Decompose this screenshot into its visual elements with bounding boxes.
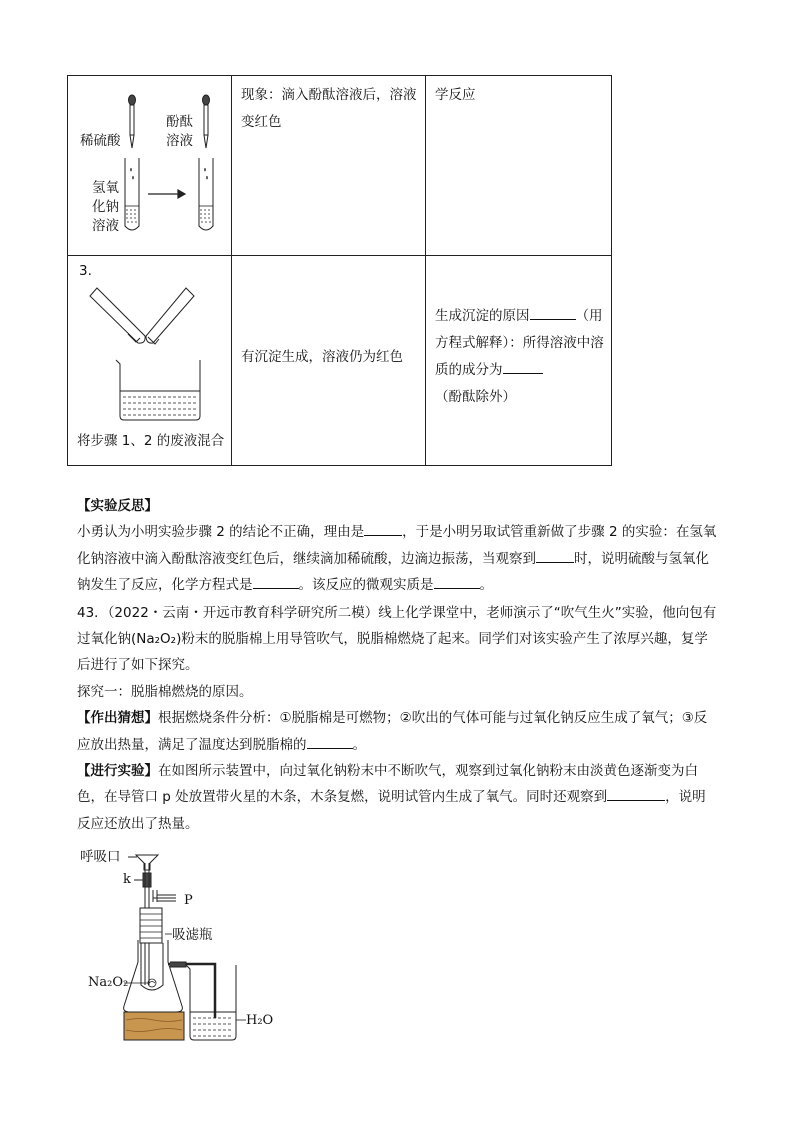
base-label-1: 氢氧 xyxy=(92,180,119,196)
explore1: 探究一：脱脂棉燃烧的原因。 xyxy=(77,683,253,700)
row2-phenomenon: 有沉淀生成，溶液仍为红色 xyxy=(241,349,403,365)
acid-label: 稀硫酸 xyxy=(80,133,121,149)
row1-conclusion: 学反应 xyxy=(435,87,476,103)
base-label-2: 化钠 xyxy=(92,199,119,215)
water-label: H₂O xyxy=(246,1013,274,1028)
step-number: 3. xyxy=(79,263,92,279)
valve-icon xyxy=(134,873,151,887)
funnel-icon xyxy=(128,855,158,870)
flask-label: 吸滤瓶 xyxy=(172,927,213,943)
wood-block-icon xyxy=(124,1012,184,1040)
base-label-3: 溶液 xyxy=(92,218,119,234)
reflection-paragraph: 小勇认为小明实验步骤 2 的结论不正确，理由是 ，于是小明另取试管重新做了步骤 2 的实验：在氢氧化钠溶液中滴入酚酞溶液变红色后，继续滴加稀硫酸，边滴边振荡，当观察到 时，说明硫酸与氢氧化钠发生了反应，化学方程式是 。该反应的微观实质是 。 xyxy=(77,519,717,598)
row2-conclusion: 生成沉淀的原因 （用方程式解释）：所得溶液中溶质的成分为 （酚酞除外） xyxy=(426,256,611,411)
indicator-label-1: 酚酞 xyxy=(166,114,193,130)
guess-paragraph: 【作出猜想】根据燃烧条件分析：①脱脂棉是可燃物；②吹出的气体可能与过氧化钠反应生成了氧气；③反应放出热量，满足了温度达到脱脂棉的 。 xyxy=(77,710,708,753)
reagent-label: Na₂O₂ xyxy=(88,975,129,990)
reflection-heading: 【实验反思】 xyxy=(77,498,158,514)
row1-phenomenon: 现象：滴入酚酞溶液后，溶液变红色 xyxy=(241,87,417,130)
stopper-icon xyxy=(140,908,162,943)
outlet-label: P xyxy=(184,893,193,908)
mouthpiece-label: 呼吸口 xyxy=(80,849,121,865)
experiment-paragraph: 【进行实验】在如图所示装置中，向过氧化钠粉末中不断吹气，观察到过氧化钠粉末由淡黄色逐渐变为白色，在导管口 p 处放置带火星的木条，木条复燃，说明试管内生成了氧气。同时还观察到 ，说明反应还放出了热量。 xyxy=(77,763,706,832)
indicator-label-2: 溶液 xyxy=(166,133,193,149)
step3-caption: 将步骤 1、2 的废液混合 xyxy=(77,433,225,449)
flask-icon xyxy=(124,940,183,1012)
q43-intro: 43．（2022・云南・开远市教育科学研究所二模）线上化学课堂中，老师演示了“吹气生火”实验，他向包有过氧化钠(Na₂O₂)粉末的脱脂棉上用导管吹气，脱脂棉燃烧了起来。同学们对该实验产生了浓厚兴趣，复学后进行了如下探究。 xyxy=(77,604,717,674)
valve-label: k xyxy=(123,872,131,887)
